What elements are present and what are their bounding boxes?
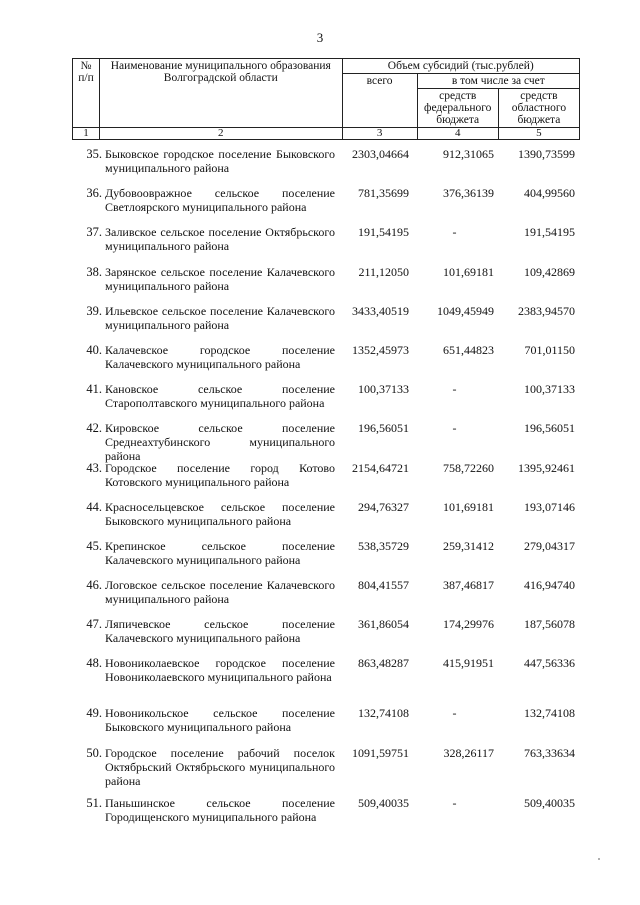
row-number: 37.: [86, 225, 102, 240]
subsidy-federal: 912,31065: [443, 147, 494, 161]
subsidy-total: 211,12050: [358, 264, 409, 279]
row-number: 51.: [86, 795, 102, 810]
subsidy-regional: 100,37133: [524, 382, 575, 397]
header-index: 2: [100, 128, 342, 140]
table-row: [72, 461, 580, 500]
subsidy-total: 3433,40519: [352, 303, 409, 318]
table-row: [72, 706, 580, 745]
row-number: 41.: [86, 382, 102, 397]
subsidy-total: 863,48287: [358, 656, 409, 671]
subsidy-regional: 191,54195: [524, 225, 575, 240]
page-number: 3: [316, 30, 324, 45]
subsidy-total: 1091,59751: [352, 745, 409, 760]
subsidy-federal: -: [452, 225, 457, 240]
subsidy-regional: 109,42869: [524, 264, 575, 279]
row-number: 35.: [86, 147, 102, 161]
subsidy-regional: 279,04317: [524, 538, 575, 553]
municipality-name: Красносельцевское сельское поселение Быковского муниципального района: [105, 499, 335, 528]
subsidy-total: 2154,64721: [352, 460, 409, 475]
subsidy-total: 804,41557: [358, 578, 409, 593]
subsidy-total: 196,56051: [358, 421, 409, 436]
subsidy-federal: 101,69181: [443, 499, 494, 514]
municipality-name: Заливское сельское поселение Октябрьского муниципального района: [105, 225, 335, 254]
subsidy-total: 2303,04664: [352, 147, 409, 161]
subsidy-regional: 404,99560: [524, 186, 575, 201]
subsidy-regional: 193,07146: [524, 499, 575, 514]
row-number: 49.: [86, 706, 102, 721]
subsidy-federal: 101,69181: [443, 264, 494, 279]
table-row: [72, 578, 580, 617]
row-number: 44.: [86, 499, 102, 514]
row-number: 40.: [86, 342, 102, 357]
municipality-name: Новониколаевское городское поселение Новониколаевского муниципального района: [105, 656, 335, 685]
subsidy-total: 781,35699: [358, 186, 409, 201]
subsidy-total: 538,35729: [358, 538, 409, 553]
table-row: [72, 147, 580, 186]
subsidy-total: 361,86054: [358, 617, 409, 632]
municipality-name: Кировское сельское поселение Среднеахтубинского муниципального района: [105, 421, 335, 464]
row-number: 46.: [86, 578, 102, 593]
header-num-col: № п/п: [73, 59, 100, 128]
table-row: [72, 265, 580, 304]
subsidy-federal: -: [452, 706, 457, 721]
municipality-name: Логовское сельское поселение Калачевского муниципального района: [105, 578, 335, 607]
table-row: [72, 304, 580, 343]
subsidy-regional: 187,56078: [524, 617, 575, 632]
subsidy-regional: 2383,94570: [518, 303, 575, 318]
municipality-name: Кановское сельское поселение Старополтавского муниципального района: [105, 382, 335, 411]
row-number: 48.: [86, 656, 102, 671]
header-volume-col: Объем субсидий (тыс.рублей): [342, 59, 579, 74]
subsidy-federal: 259,31412: [443, 538, 494, 553]
table-row: [72, 343, 580, 382]
row-number: 42.: [86, 421, 102, 436]
municipality-name: Ляпичевское сельское поселение Калачевского муниципального района: [105, 617, 335, 646]
header-name-col: Наименование муниципального образования Волгоградской области: [100, 59, 342, 128]
subsidy-total: 191,54195: [358, 225, 409, 240]
table-body: [72, 147, 580, 835]
subsidy-regional: 132,74108: [524, 706, 575, 721]
municipality-name: Ильевское сельское поселение Калачевского муниципального района: [105, 303, 335, 332]
subsidy-regional: 763,33634: [524, 745, 575, 760]
table-row: [72, 382, 580, 421]
table-row: [72, 617, 580, 656]
municipality-name: Дубовоовражное сельское поселение Светлоярского муниципального района: [105, 186, 335, 215]
subsidy-total: 100,37133: [358, 382, 409, 397]
table-row: [72, 225, 580, 264]
table-row: [72, 656, 580, 706]
row-number: 50.: [86, 745, 102, 760]
subsidy-federal: 415,91951: [443, 656, 494, 671]
subsidy-total: 509,40035: [358, 795, 409, 810]
municipality-name: Паньшинское сельское поселение Городищенского муниципального района: [105, 795, 335, 824]
header-index: 1: [73, 128, 100, 140]
subsidy-federal: 387,46817: [443, 578, 494, 593]
table-row: [72, 500, 580, 539]
subsidy-regional: 701,01150: [524, 342, 575, 357]
scan-speck: [598, 858, 600, 860]
subsidy-regional: 196,56051: [524, 421, 575, 436]
table-row: [72, 539, 580, 578]
subsidy-federal: -: [452, 795, 457, 810]
subsidy-regional: 447,56336: [524, 656, 575, 671]
row-number: 45.: [86, 538, 102, 553]
municipality-name: Крепинское сельское поселение Калачевского муниципального района: [105, 538, 335, 567]
subsidy-regional: 416,94740: [524, 578, 575, 593]
header-total-col: всего: [342, 74, 417, 128]
subsidy-federal: 328,26117: [443, 745, 494, 760]
header-index: 5: [498, 128, 579, 140]
table-header: [72, 58, 580, 140]
subsidy-federal: 1049,45949: [437, 303, 494, 318]
row-number: 39.: [86, 303, 102, 318]
municipality-name: Новоникольское сельское поселение Быковского муниципального района: [105, 706, 335, 735]
row-number: 38.: [86, 264, 102, 279]
municipality-name: Городское поселение рабочий поселок Октябрьский Октябрьского муниципального района: [105, 745, 335, 788]
header-index: 3: [342, 128, 417, 140]
table-row: [72, 796, 580, 835]
header-index: 4: [417, 128, 498, 140]
table-row: [72, 421, 580, 464]
municipality-name: Зарянское сельское поселение Калачевского муниципального района: [105, 264, 335, 293]
municipality-name: Городское поселение город Котово Котовского муниципального района: [105, 460, 335, 489]
subsidy-federal: 174,29976: [443, 617, 494, 632]
subsidy-federal: -: [452, 382, 457, 397]
subsidy-regional: 1395,92461: [518, 460, 575, 475]
subsidy-total: 132,74108: [358, 706, 409, 721]
subsidy-total: 294,76327: [358, 499, 409, 514]
row-number: 47.: [86, 617, 102, 632]
subsidy-federal: -: [452, 421, 457, 436]
table-row: [72, 746, 580, 796]
subsidy-federal: 758,72260: [443, 460, 494, 475]
row-number: 36.: [86, 186, 102, 201]
header-regional-col: средств областного бюджета: [498, 89, 579, 128]
row-number: 43.: [86, 460, 102, 475]
subsidy-federal: 651,44823: [443, 342, 494, 357]
subsidy-regional: 509,40035: [524, 795, 575, 810]
header-federal-col: средств федерального бюджета: [417, 89, 498, 128]
header-including-col: в том числе за счет: [417, 74, 579, 89]
subsidy-total: 1352,45973: [352, 342, 409, 357]
table-row: [72, 186, 580, 225]
municipality-name: Быковское городское поселение Быковского муниципального района: [105, 147, 335, 175]
subsidy-regional: 1390,73599: [518, 147, 575, 161]
municipality-name: Калачевское городское поселение Калачевского муниципального района: [105, 342, 335, 371]
subsidy-federal: 376,36139: [443, 186, 494, 201]
